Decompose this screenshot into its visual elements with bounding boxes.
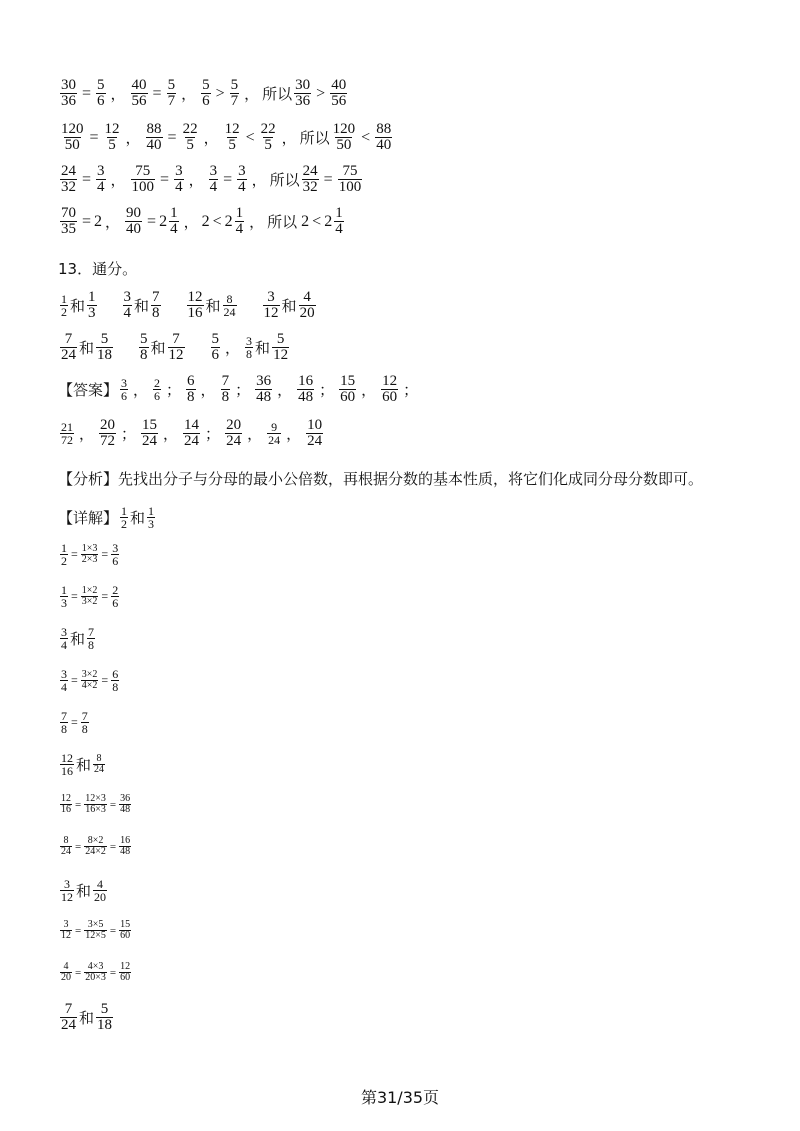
problems-row-1: $\frac{1}{2}$ 和 $\frac{1}{3}$ $\frac{3}{4}$ 和 $\frac{7}{8}$ $\frac{12}{16}$ 和 $\frac{8}{24}$ $\frac{3}{12}$ 和 $\frac{4}{20}$ xyxy=(61,289,315,321)
comparison-row-4: $\frac{70}{35}$ = 2 ， $\frac{90}{40}$ = 2 $\frac{1}{4}$ ， 2 < 2 $\frac{1}{4}$ ， 所以 2 < 2 $\frac{1}{4}$ xyxy=(58,206,346,237)
fraction: $\frac{5}{6}$ xyxy=(202,77,210,109)
step-eq: $\frac{7}{8}$ = $\frac{7}{8}$ xyxy=(61,709,88,736)
step-calc: $\frac{4}{20}$ = $\frac{4\times 3}{20\times 3}$ = $\frac{12}{60}$ xyxy=(61,961,131,983)
step-calc: $\frac{1}{2}$ = $\frac{1\times 3}{2\times 3}$ = $\frac{3}{6}$ xyxy=(61,541,119,568)
fraction: $\frac{5}{7}$ xyxy=(230,77,239,109)
fraction: $\frac{12}{5}$ xyxy=(224,121,240,153)
fraction: $\frac{120}{50}$ xyxy=(332,121,356,153)
step-pair: $\frac{7}{24}$ 和 $\frac{5}{18}$ xyxy=(61,1001,113,1033)
fraction: $\frac{70}{35}$ xyxy=(61,205,76,237)
step-calc: $\frac{12}{16}$ = $\frac{12\times 3}{16\times 3}$ = $\frac{36}{48}$ xyxy=(61,793,131,815)
fraction: $\frac{30}{36}$ xyxy=(61,77,76,109)
fraction: $\frac{5}{6}$ xyxy=(97,77,105,109)
fraction: $\frac{22}{5}$ xyxy=(182,121,198,153)
fraction: $\frac{88}{40}$ xyxy=(146,121,162,153)
fraction: $\frac{75}{100}$ xyxy=(338,163,362,195)
comparison-row-3: $\frac{24}{32}$ = $\frac{3}{4}$ ， $\frac{75}{100}$ = $\frac{3}{4}$ ， $\frac{3}{4}$ = $\frac{3}{4}$ ， 所以 $\frac{24}{32}$ = $\frac{75}{100}$ xyxy=(61,163,362,195)
answer-label: 【答案】 xyxy=(58,381,119,399)
comparison-row-1: $\frac{30}{36}$ = $\frac{5}{6}$ ， $\frac{40}{56}$ = $\frac{5}{7}$ ， $\frac{5}{6}$ > $\frac{5}{7}$ ， 所以 $\frac{30}{36}$ > $\frac{40}{56}$ xyxy=(61,77,347,109)
fraction: $\frac{88}{40}$ xyxy=(376,121,392,153)
fraction: $\frac{40}{56}$ xyxy=(131,77,147,109)
mixed-number: 2 $\frac{1}{4}$ xyxy=(324,205,343,237)
analysis-label: 【分析】 xyxy=(58,470,119,488)
detail-label: 【详解】 xyxy=(58,509,119,527)
mixed-number: 2 $\frac{1}{4}$ xyxy=(224,205,244,237)
step-calc: $\frac{8}{24}$ = $\frac{8\times 2}{24\times 2}$ = $\frac{16}{48}$ xyxy=(61,835,131,857)
fraction: $\frac{3}{4}$ xyxy=(209,163,218,195)
step-calc: $\frac{3}{12}$ = $\frac{3\times 5}{12\times 5}$ = $\frac{15}{60}$ xyxy=(61,919,131,941)
problems-row-2: $\frac{7}{24}$ 和 $\frac{5}{18}$ $\frac{5}{8}$ 和 $\frac{7}{12}$ $\frac{5}{6}$ ， $\frac{3}{8}$ 和 $\frac{5}{12}$ xyxy=(61,331,289,363)
analysis-line xyxy=(58,468,703,489)
comparison-row-2: $\frac{120}{50}$ = $\frac{12}{5}$ ， $\frac{88}{40}$ = $\frac{22}{5}$ ， $\frac{12}{5}$ < $\frac{22}{5}$ ， 所以 $\frac{120}{50}$ < $\frac{88}{40}$ xyxy=(61,121,392,153)
analysis-text: 先找出分子与分母的最小公倍数，再根据分数的基本性质，将它们化成同分母分数即可。 xyxy=(118,470,704,488)
fraction: $\frac{75}{100}$ xyxy=(131,163,155,195)
fraction: $\frac{3}{4}$ xyxy=(97,163,105,195)
detail-line: 【详解】 $\frac{1}{2}$ 和 $\frac{1}{3}$ xyxy=(58,504,155,531)
fraction: $\frac{24}{32}$ xyxy=(61,163,76,195)
step-calc: $\frac{1}{3}$ = $\frac{1\times 2}{3\times 2}$ = $\frac{2}{6}$ xyxy=(61,583,119,610)
step-calc: $\frac{3}{4}$ = $\frac{3\times 2}{4\times 2}$ = $\frac{6}{8}$ xyxy=(61,667,119,694)
answer-row-2: $\frac{21}{72}$ ， $\frac{20}{72}$ ； $\frac{15}{24}$ ， $\frac{14}{24}$ ； $\frac{20}{24}$ ， $\frac{9}{24}$ ， $\frac{10}{24}$ xyxy=(61,417,323,449)
answer-row-1: 【答案】 $\frac{3}{6}$ ， $\frac{2}{6}$ ； $\frac{6}{8}$ ， $\frac{7}{8}$ ； $\frac{36}{48}$ ， $\frac{16}{48}$ ； $\frac{15}{60}$ ， $\frac{12}{60}$ ； xyxy=(58,373,419,405)
step-pair: $\frac{12}{16}$ 和 $\frac{8}{24}$ xyxy=(61,751,105,778)
step-pair: $\frac{3}{12}$ 和 $\frac{4}{20}$ xyxy=(61,877,107,904)
fraction: $\frac{5}{7}$ xyxy=(167,77,176,109)
fraction: $\frac{40}{56}$ xyxy=(331,77,347,109)
fraction: $\frac{24}{32}$ xyxy=(302,163,318,195)
fraction: $\frac{120}{50}$ xyxy=(61,121,84,153)
fraction: $\frac{3}{4}$ xyxy=(175,163,183,195)
page-number: 第31/35页 xyxy=(360,1088,440,1107)
fraction: $\frac{12}{5}$ xyxy=(104,121,120,153)
fraction: $\frac{22}{5}$ xyxy=(260,121,276,153)
fraction: $\frac{30}{36}$ xyxy=(295,77,311,109)
step-pair: $\frac{3}{4}$ 和 $\frac{7}{8}$ xyxy=(61,625,95,652)
question-title: 13．通分。 xyxy=(58,260,138,278)
mixed-number: 2 $\frac{1}{4}$ xyxy=(159,205,178,237)
fraction: $\frac{90}{40}$ xyxy=(126,205,142,237)
fraction: $\frac{3}{4}$ xyxy=(238,163,246,195)
